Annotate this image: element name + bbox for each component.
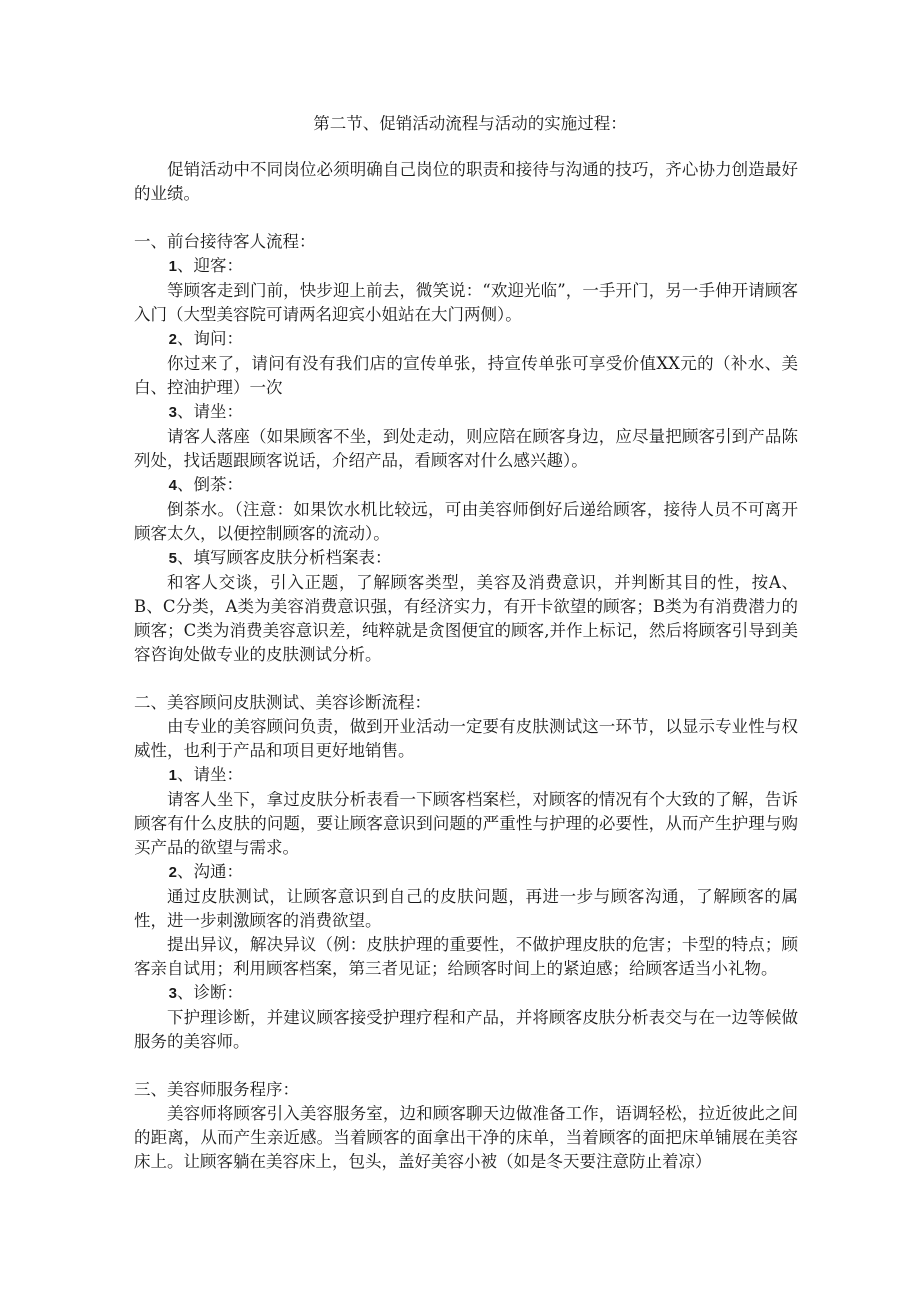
item-label: 、迎客： — [176, 256, 243, 275]
item-number: 1 — [168, 258, 177, 275]
item-number: 1 — [168, 767, 177, 784]
item-heading — [134, 763, 798, 788]
item-paragraph: 提出异议，解决异议（例：皮肤护理的重要性，不做护理皮肤的危害；卡型的特点；顾客亲自试用；利用顾客档案，第三者见证；给顾客时间上的紧迫感；给顾客适当小礼物。 — [134, 935, 798, 978]
section-heading: 二、美容顾问皮肤测试、美容诊断流程： — [134, 693, 431, 712]
item-heading — [134, 860, 798, 885]
section-intro: 由专业的美容顾问负责，做到开业活动一定要有皮肤测试这一环节，以显示专业性与权威性，也利于产品和项目更好地销售。 — [134, 717, 798, 760]
section-heading: 一、前台接待客人流程： — [134, 232, 316, 251]
item-label: 、请坐： — [176, 765, 243, 784]
section-beautician — [134, 1078, 798, 1174]
item-paragraph: 请客人坐下，拿过皮肤分析表看一下顾客档案栏，对顾客的情况有个大致的了解，告诉顾客有什么皮肤的问题，要让顾客意识到问题的严重性与护理的必要性，从而产生护理与购买产品的欲望与需求。 — [134, 790, 798, 857]
item-paragraph: 请客人落座（如果顾客不坐，到处走动，则应陪在顾客身边，应尽量把顾客引到产品陈列处，找话题跟顾客说话，介绍产品，看顾客对什么感兴趣）。 — [134, 427, 798, 470]
item-label: 、沟通： — [176, 862, 243, 881]
item-number: 2 — [168, 331, 177, 348]
section-skin-test — [134, 691, 798, 1054]
item-label: 、请坐： — [176, 402, 243, 421]
item-heading — [134, 400, 798, 425]
item-paragraph: 通过皮肤测试，让顾客意识到自己的皮肤问题，再进一步与顾客沟通，了解顾客的属性，进一步刺激顾客的消费欲望。 — [134, 887, 798, 930]
item-label: 、诊断： — [176, 983, 243, 1002]
item-label: 、倒茶： — [176, 475, 243, 494]
item-heading — [134, 546, 798, 571]
intro-paragraph: 促销活动中不同岗位必须明确自己岗位的职责和接待与沟通的技巧，齐心协力创造最好的业绩。 — [134, 160, 798, 203]
item-heading — [134, 473, 798, 498]
item-number: 2 — [168, 864, 177, 881]
item-heading — [134, 254, 798, 279]
section-intro: 美容师将顾客引入美容服务室，边和顾客聊天边做准备工作，语调轻松，拉近彼此之间的距离，从而产生亲近感。当着顾客的面拿出干净的床单，当着顾客的面把床单铺展在美容床上。让顾客躺在美容床上，包头，盖好美容小被（如是冬天要注意防止着凉） — [134, 1104, 798, 1171]
item-paragraph: 下护理诊断，并建议顾客接受护理疗程和产品，并将顾客皮肤分析表交与在一边等候做服务的美容师。 — [134, 1008, 798, 1051]
item-paragraph: 你过来了，请问有没有我们店的宣传单张，持宣传单张可享受价值XX元的（补水、美白、控油护理）一次 — [134, 354, 798, 397]
item-number: 3 — [168, 404, 177, 421]
item-number: 5 — [168, 550, 177, 567]
item-paragraph: 等顾客走到门前，快步迎上前去，微笑说：“欢迎光临”，一手开门，另一手伸开请顾客入门（大型美容院可请两名迎宾小姐站在大门两侧）。 — [134, 281, 798, 324]
item-label: 、询问： — [176, 329, 243, 348]
section-reception — [134, 230, 798, 667]
item-paragraph: 倒茶水。（注意：如果饮水机比较远，可由美容师倒好后递给顾客，接待人员不可离开顾客太久，以便控制顾客的流动）。 — [134, 500, 798, 543]
item-paragraph: 和客人交谈，引入正题，了解顾客类型，美容及消费意识，并判断其目的性，按A、B、C分类，A类为美容消费意识强，有经济实力，有开卡欲望的顾客；B类为有消费潜力的顾客；C类为消费美容意识差，纯粹就是贪图便宜的顾客,并作上标记，然后将顾客引导到美容咨询处做专业的皮肤测试分析。 — [134, 573, 798, 664]
section-heading: 三、美容师服务程序： — [134, 1080, 299, 1099]
document-page — [134, 112, 798, 1174]
item-heading — [134, 981, 798, 1006]
page-title: 第二节、促销活动流程与活动的实施过程： — [313, 114, 627, 133]
item-label: 、填写顾客皮肤分析档案表： — [176, 548, 392, 567]
item-heading — [134, 327, 798, 352]
item-number: 3 — [168, 985, 177, 1002]
item-number: 4 — [168, 477, 177, 494]
